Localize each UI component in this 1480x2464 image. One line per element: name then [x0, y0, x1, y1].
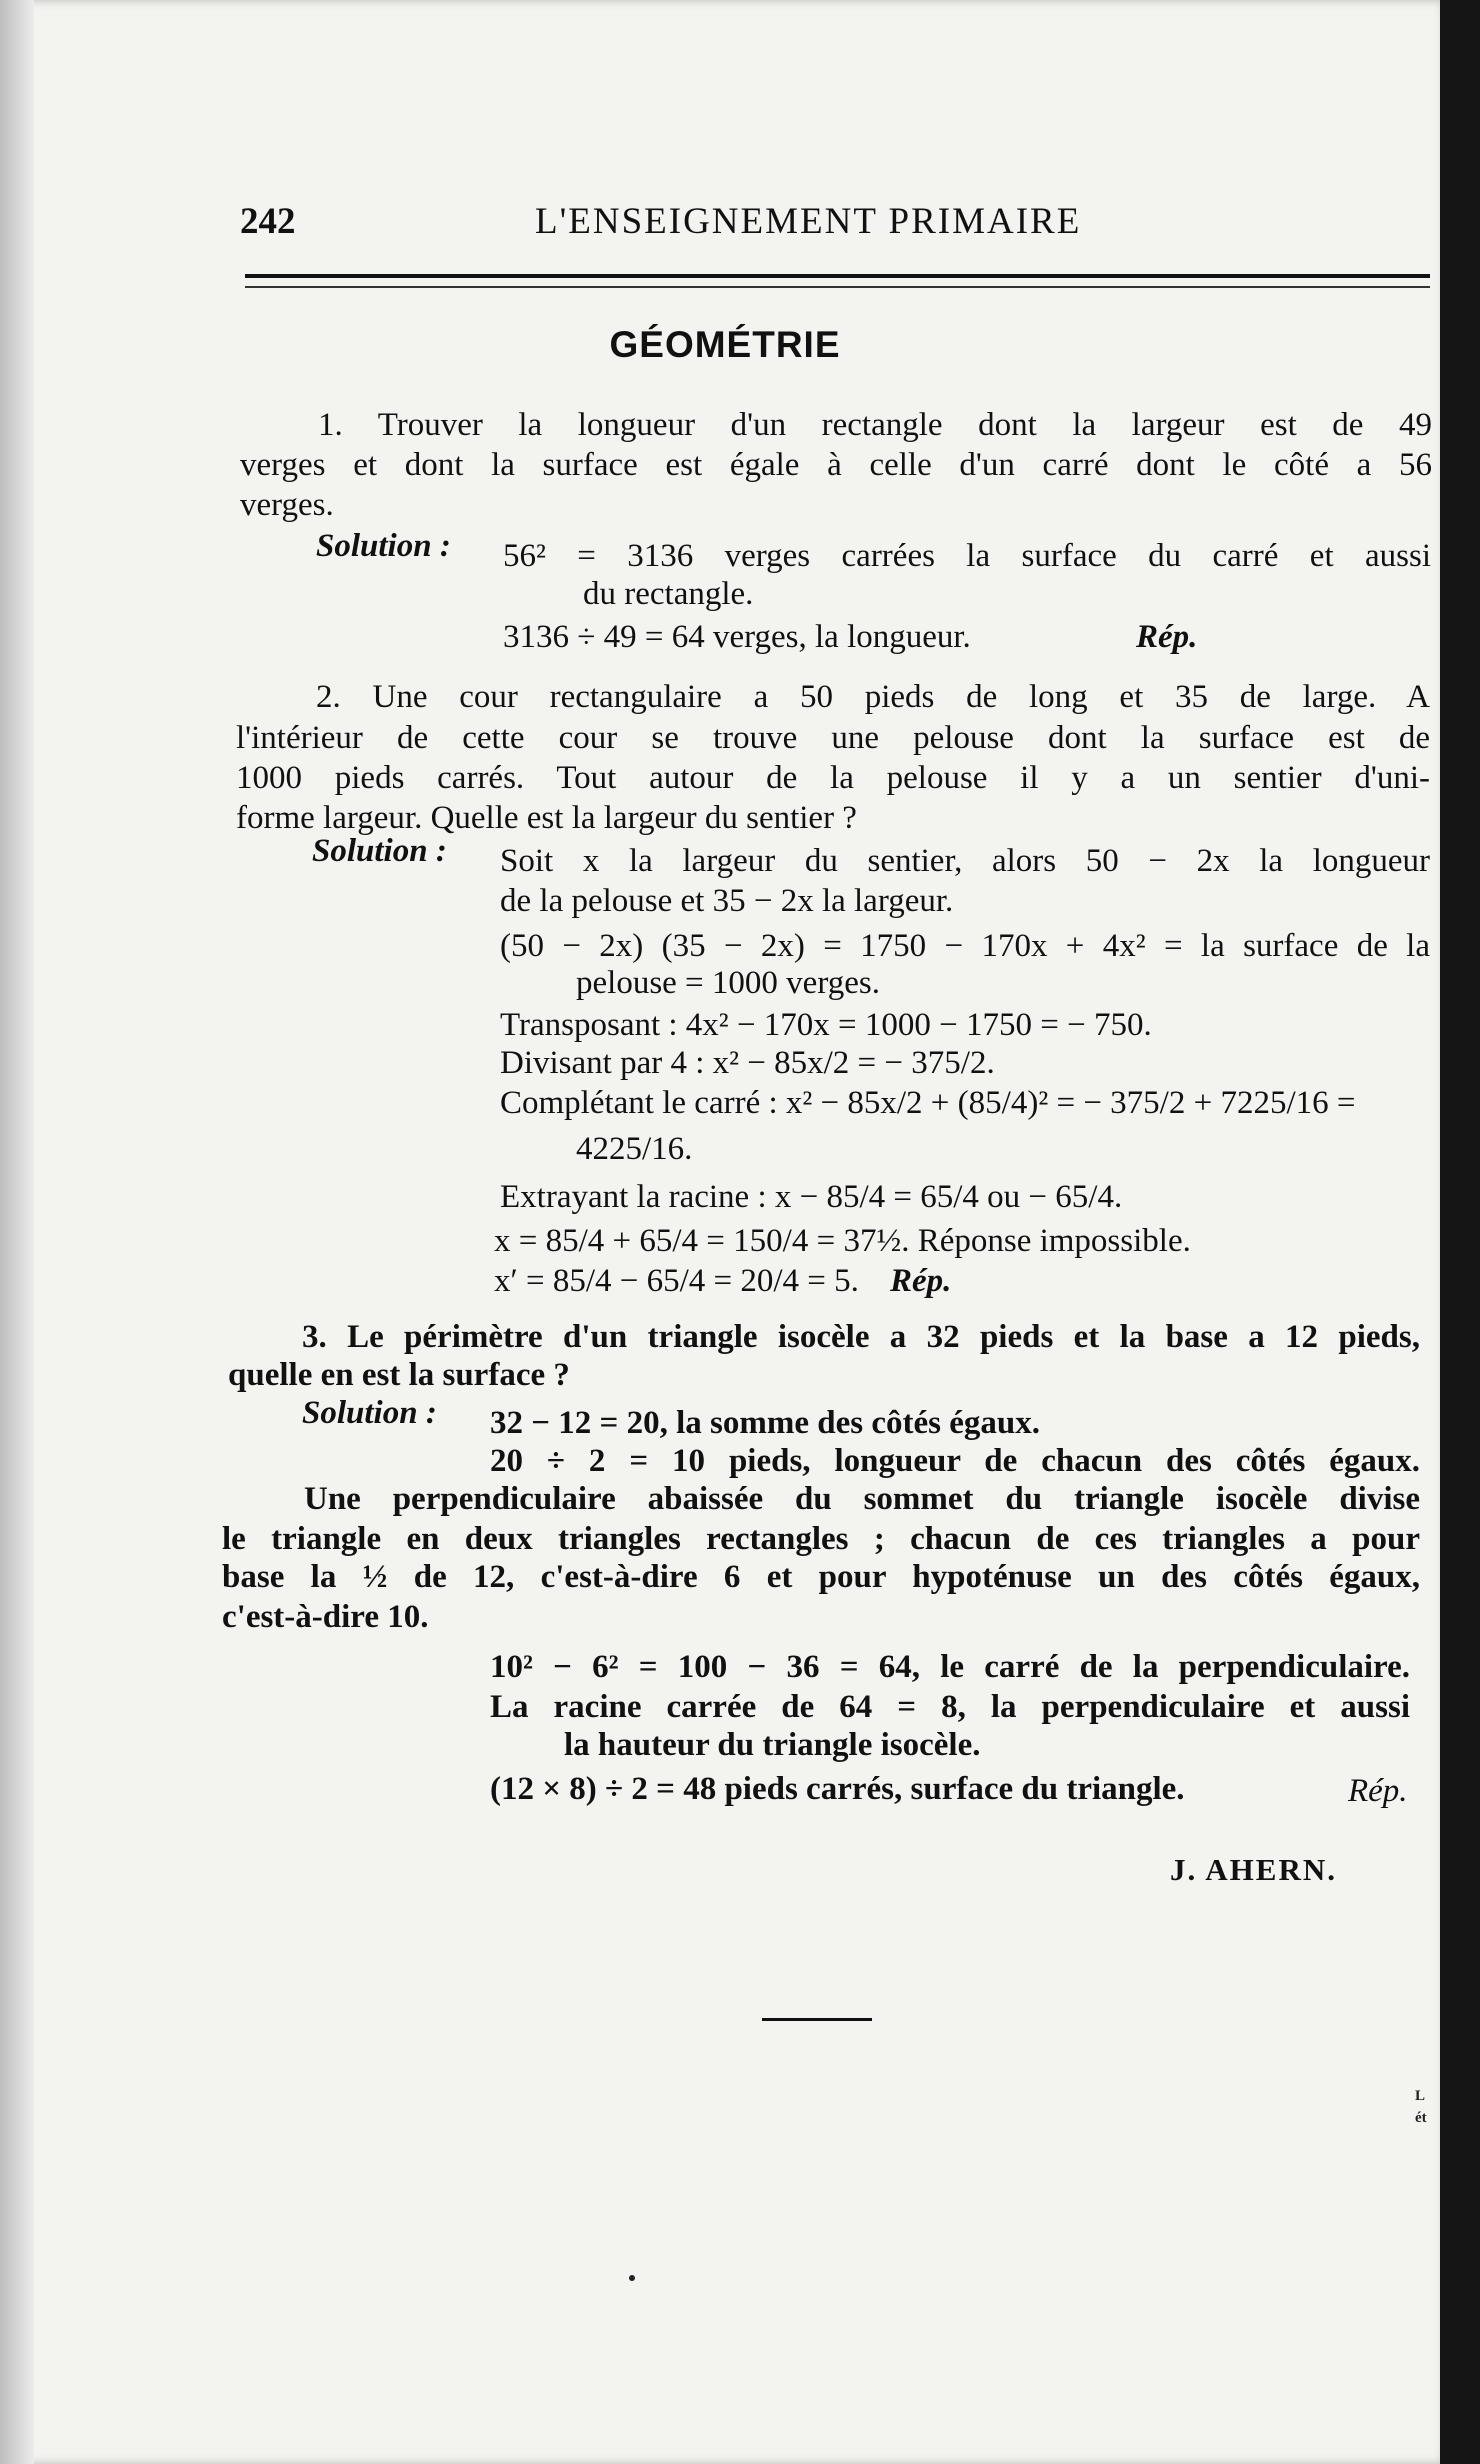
solution-line: Divisant par 4 : x² − 85x/2 = − 375/2. — [500, 1045, 995, 1081]
closing-rule — [762, 2018, 872, 2021]
page-number: 242 — [240, 201, 296, 242]
rep-label: Rép. — [1348, 1773, 1408, 1809]
problem2-line: 1000 pieds carrés. Tout autour de la pelouse il y a un sentier d'uni- — [236, 760, 1430, 796]
solution-line: de la pelouse et 35 − 2x la largeur. — [500, 883, 954, 919]
solution-label: Solution : — [316, 528, 451, 564]
solution-line: 32 − 12 = 20, la somme des côtés égaux. — [490, 1405, 1040, 1441]
rep-label: Rép. — [890, 1263, 952, 1299]
solution-line: pelouse = 1000 verges. — [576, 965, 880, 1001]
solution-line: du rectangle. — [583, 576, 754, 612]
problem3-line: 3. Le périmètre d'un triangle isocèle a 32 pieds et la base a 12 pieds, — [302, 1319, 1420, 1355]
header-rule — [245, 274, 1430, 278]
paragraph-line: le triangle en deux triangles rectangles ; chacun de ces triangles a pour — [222, 1521, 1420, 1557]
problem1-line: verges et dont la surface est égale à celle d'un carré dont le côté a 56 — [240, 447, 1432, 483]
running-title: L'ENSEIGNEMENT PRIMAIRE — [535, 201, 1082, 242]
solution-line: x = 85/4 + 65/4 = 150/4 = 37½. Réponse impossible. — [494, 1223, 1191, 1259]
solution-line: 56² = 3136 verges carrées la surface du carré et aussi — [503, 538, 1431, 574]
problem2-line: 2. Une cour rectangulaire a 50 pieds de long et 35 de large. A — [316, 679, 1430, 715]
solution-line: Soit x la largeur du sentier, alors 50 − 2x la longueur — [500, 843, 1430, 879]
paragraph-line: base la ½ de 12, c'est-à-dire 6 et pour hypoténuse un des côtés égaux, — [222, 1559, 1420, 1595]
solution-line: 4225/16. — [576, 1131, 693, 1167]
solution-line: (50 − 2x) (35 − 2x) = 1750 − 170x + 4x² = la surface de la — [500, 928, 1430, 964]
calc-line: la hauteur du triangle isocèle. — [564, 1727, 981, 1763]
ink-speck — [629, 2275, 635, 2281]
paragraph-line: c'est-à-dire 10. — [222, 1599, 429, 1635]
calc-line: 10² − 6² = 100 − 36 = 64, le carré de la perpendiculaire. — [490, 1649, 1410, 1685]
problem2-line: forme largeur. Quelle est la largeur du sentier ? — [236, 800, 857, 836]
problem1-line: 1. Trouver la longueur d'un rectangle dont la largeur est de 49 — [318, 407, 1432, 443]
solution-label: Solution : — [302, 1395, 437, 1431]
section-title: GÉOMÉTRIE — [609, 324, 841, 365]
solution-label: Solution : — [312, 833, 447, 869]
paragraph-line: Une perpendiculaire abaissée du sommet du triangle isocèle divise — [304, 1481, 1420, 1517]
author-signature: J. AHERN. — [1170, 1852, 1337, 1887]
solution-line: 3136 ÷ 49 = 64 verges, la longueur. — [503, 619, 971, 655]
solution-line: Complétant le carré : x² − 85x/2 + (85/4)² = − 375/2 + 7225/16 = — [500, 1085, 1356, 1121]
solution-line: Extrayant la racine : x − 85/4 = 65/4 ou − 65/4. — [500, 1179, 1123, 1215]
margin-fragment: L ét — [1415, 2088, 1427, 2126]
problem3-line: quelle en est la surface ? — [228, 1357, 570, 1393]
rep-label: Rép. — [1136, 619, 1198, 655]
solution-line: x′ = 85/4 − 65/4 = 20/4 = 5. — [494, 1263, 859, 1299]
problem1-line: verges. — [240, 487, 334, 523]
calc-line: (12 × 8) ÷ 2 = 48 pieds carrés, surface du triangle. — [490, 1771, 1185, 1807]
solution-line: 20 ÷ 2 = 10 pieds, longueur de chacun des côtés égaux. — [490, 1443, 1420, 1479]
calc-line: La racine carrée de 64 = 8, la perpendiculaire et aussi — [490, 1689, 1410, 1725]
solution-line: Transposant : 4x² − 170x = 1000 − 1750 = − 750. — [500, 1007, 1152, 1043]
problem2-line: l'intérieur de cette cour se trouve une pelouse dont la surface est de — [236, 720, 1430, 756]
header-rule-thin — [245, 286, 1430, 288]
